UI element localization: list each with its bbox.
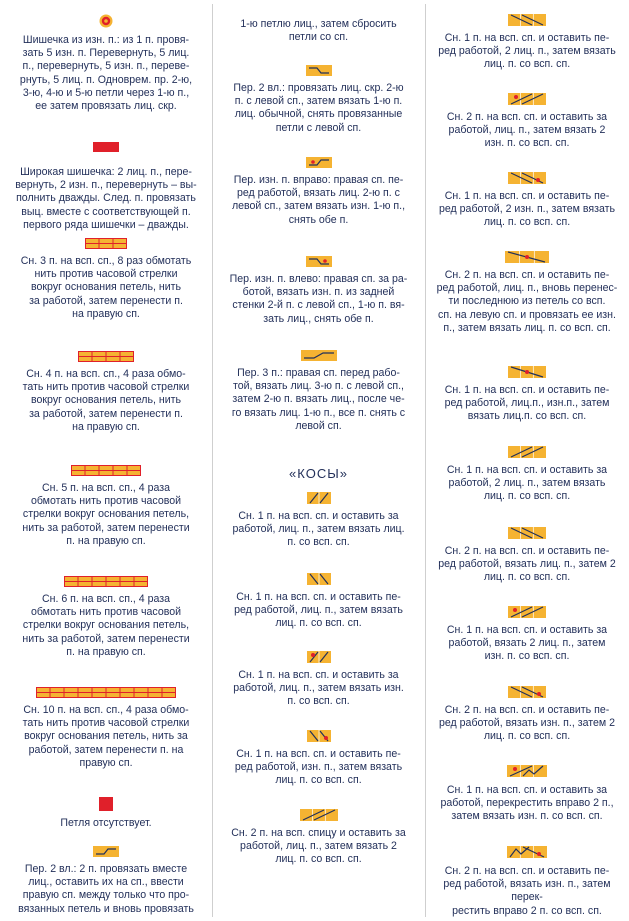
cable-1-1-back-icon: [212, 492, 425, 504]
legend-entry: [212, 573, 425, 631]
cable-1-2-back-icon: [425, 446, 629, 458]
cable-2-1-back-icon: [212, 809, 425, 821]
legend-entry: [0, 142, 212, 232]
cable-1-2-back-purl-icon: [425, 606, 629, 618]
entry-text: Пер. изн. п. вправо: правая сп. пе- ред работой, вязать лиц. 2-ю п. с левой сп., затем вязать изн. 1-ю п., снять обе п.: [231, 174, 406, 226]
bobble-icon: [0, 14, 212, 28]
column-2: [212, 0, 425, 921]
section-heading: [212, 466, 425, 481]
legend-entry: [425, 527, 629, 585]
entry-text: Сн. 1 п. на всп. сп. и оставить пе- ред работой, лиц.п., изн.п., затем вязать лиц.п. со всп. сп.: [444, 384, 610, 423]
wrap-5-stitches-icon: [0, 465, 212, 476]
entry-text: Сн. 6 п. на всп. сп., 4 раза обмотать нить против часовой стрелки вокруг основания петель, нить за работой, затем перенести п. на правую сп.: [22, 593, 190, 658]
entry-text: Пер. 3 п.: правая сп. перед рабо- той, вязать лиц. 3-ю п. с левой сп., затем 2-ю п. вязать лиц., после че- го вязать лиц. 1-ю п., все п. снять с левой сп.: [231, 367, 406, 432]
cross-left-2-icon: [0, 846, 212, 857]
legend-entry: [0, 687, 212, 770]
entry-text: Сн. 1 п. на всп. сп. и оставить за работой, 2 лиц. п., затем вязать лиц. п. со всп. сп.: [446, 464, 608, 503]
legend-entry: [425, 845, 629, 918]
wrap-4-stitches-icon: [0, 351, 212, 362]
no-stitch-icon: [0, 797, 212, 811]
cable-2-2-front-icon: [425, 527, 629, 539]
entry-text: Петля отсутствует.: [60, 817, 152, 829]
cable-1-1-front-icon: [212, 573, 425, 585]
legend-entry: [0, 465, 212, 548]
legend-entry: [212, 256, 425, 326]
entry-text: Сн. 5 п. на всп. сп., 4 раза обмотать нить против часовой стрелки вокруг основания петель, нить за работой, затем перенести п. на правую сп.: [22, 482, 190, 547]
cross-right-purl-icon: [212, 157, 425, 168]
entry-text: Сн. 10 п. на всп. сп., 4 раза обмо- тать нить против часовой стрелки вокруг основания петель, нить за работой, затем перенести п. на правую сп.: [22, 704, 190, 769]
wrap-3-stitches-icon: [0, 238, 212, 249]
cross-3-icon: [212, 350, 425, 361]
cable-1-1-1-icon: [425, 366, 629, 378]
legend-entry: [212, 157, 425, 227]
legend-entry: [212, 350, 425, 433]
column-1: [0, 0, 212, 921]
cable-1-2-front-purl-icon: [425, 172, 629, 184]
legend-entry: [212, 651, 425, 709]
legend-entry: [0, 14, 212, 113]
entry-text: Сн. 1 п. на всп. сп. и оставить пе- ред работой, 2 лиц. п., затем вязать лиц. п. со всп. сп.: [438, 32, 616, 71]
legend-entry: [425, 686, 629, 744]
entry-text: Сн. 1 п. на всп. сп. и оставить за работой, вязать 2 лиц. п., затем изн. п. со всп. сп.: [446, 624, 608, 663]
entry-text: Сн. 1 п. на всп. сп. и оставить за работой, перекрестить вправо 2 п., затем вязать изн. п. со всп. сп.: [440, 784, 614, 823]
legend-entry: [425, 14, 629, 72]
legend-entry: [425, 764, 629, 824]
entry-text: Сн. 1 п. на всп. сп. и оставить пе- ред работой, изн. п., затем вязать лиц. п. со всп. сп.: [234, 748, 403, 787]
entry-text: Сн. 2 п. на всп. спицу и оставить за работой, лиц. п., затем вязать 2 лиц. п. со всп. сп.: [231, 827, 406, 866]
entry-text: Сн. 2 п. на всп. сп. и оставить за работой, лиц. п., затем вязать 2 изн. п. со всп. сп.: [446, 111, 608, 150]
entry-text: Сн. 4 п. на всп. сп., 4 раза обмо- тать нить против часовой стрелки вокруг основания петель, нить за работой, затем перенести п. на правую сп.: [22, 368, 190, 433]
legend-entry: [425, 366, 629, 424]
cable-1-1-back-purl-icon: [212, 651, 425, 663]
legend-entry: [212, 730, 425, 788]
cross-left-purl-icon: [212, 256, 425, 267]
wide-bobble-icon: [0, 142, 212, 152]
cable-2-1-back-purl-icon: [425, 93, 629, 105]
entry-text: Сн. 1 п. на всп. сп. и оставить пе- ред работой, 2 изн. п., затем вязать лиц. п. со всп. сп.: [438, 190, 616, 229]
wrap-6-stitches-icon: [0, 576, 212, 587]
entry-text: Пер. 2 вл.: провязать лиц. скр. 2-ю п. с левой сп., затем вязать 1-ю п. лиц. обычной, снять провязанные петли с левой сп.: [233, 82, 404, 134]
legend-entry: [0, 238, 212, 321]
entry-text: Сн. 1 п. на всп. сп. и оставить за работой, лиц. п., затем вязать изн. п. со всп. сп.: [233, 669, 404, 708]
legend-entry: [425, 446, 629, 504]
legend-entry: [425, 606, 629, 664]
legend-entry: [0, 846, 212, 916]
cable-1-2-front-icon: [425, 14, 629, 26]
legend-entry: [425, 172, 629, 230]
wrap-10-stitches-icon: [0, 687, 212, 698]
entry-text: Шишечка из изн. п.: из 1 п. провя- зать 5 изн. п. Перевернуть, 5 лиц. п., перевернуть, 5 изн. п., переве- рнуть, 5 лиц. п. Одноврем. пр. 2-ю, 3-ю, 4-ю и 5-ю петли через 1-ю п., ее затем провязать лиц. скр.: [19, 34, 193, 113]
legend-entry: [0, 576, 212, 659]
entry-text: 1-ю петлю лиц., затем сбросить петли со сп.: [240, 18, 397, 44]
entry-text: Сн. 1 п. на всп. сп. и оставить пе- ред работой, лиц. п., затем вязать лиц. п. со всп. сп.: [234, 591, 403, 630]
entry-text: Широкая шишечка: 2 лиц. п., пере- вернуть, 2 изн. п., перевернуть – вы- полнить дважды. След. п. провязать выц. вместе с соответствующей п. первого ряда шишечки – дважды.: [15, 166, 197, 231]
cross-right-2-purl-icon: [425, 845, 629, 859]
entry-text: Пер. изн. п. влево: правая сп. за ра- ботой, вязать изн. п. из задней стенки 2-й п. с левой сп., 1-ю п. вя- зать лиц., снять обе п.: [229, 273, 408, 325]
legend-entry: [212, 809, 425, 867]
legend-entry: [212, 18, 425, 44]
legend-entry: [212, 492, 425, 550]
legend-entry: [425, 93, 629, 151]
cross-left-2-icon: [212, 65, 425, 76]
legend-entry: [0, 351, 212, 434]
entry-text: Сн. 1 п. на всп. сп. и оставить за работой, лиц. п., затем вязать лиц. п. со всп. сп.: [232, 510, 405, 549]
legend-entry: [425, 251, 629, 335]
entry-text: Сн. 2 п. на всп. сп. и оставить пе- ред работой, вязать лиц. п., затем 2 лиц. п. со всп. сп.: [438, 545, 616, 584]
legend-entry: [0, 797, 212, 830]
entry-text: Сн. 2 п. на всп. сп. и оставить пе- ред работой, вязать изн. п., затем перек- рестить вправо 2 п. со всп. сп.: [443, 865, 611, 917]
entry-text: Сн. 2 п. на всп. сп. и оставить пе- ред работой, вязать изн. п., затем 2 лиц. п. со всп. сп.: [438, 704, 616, 743]
cable-2-1-2-icon: [425, 251, 629, 263]
kosy-heading: «КОСЫ»: [289, 466, 348, 481]
entry-text: Пер. 2 вл.: 2 п. провязать вместе лиц., оставить их на сп., ввести правую сп. между только что про- вязанных петель и вновь провязать: [18, 863, 194, 915]
column-3: [425, 0, 629, 921]
legend-entry: [212, 65, 425, 135]
entry-text: Сн. 2 п. на всп. сп. и оставить пе- ред работой, лиц. п., вновь перенес- ти последнюю из петель со всп. сп. на левую сп. и провязать ее изн. п., затем вязать лиц. п. со всп. сп.: [436, 269, 618, 334]
cable-2-1-front-purl-icon: [425, 686, 629, 698]
entry-text: Сн. 3 п. на всп. сп., 8 раз обмотать нить против часовой стрелки вокруг основания петель, нить за работой, затем перенести п. на правую сп.: [20, 255, 192, 320]
cable-1-1-front-purl-icon: [212, 730, 425, 742]
cross-right-2-icon: [425, 764, 629, 778]
